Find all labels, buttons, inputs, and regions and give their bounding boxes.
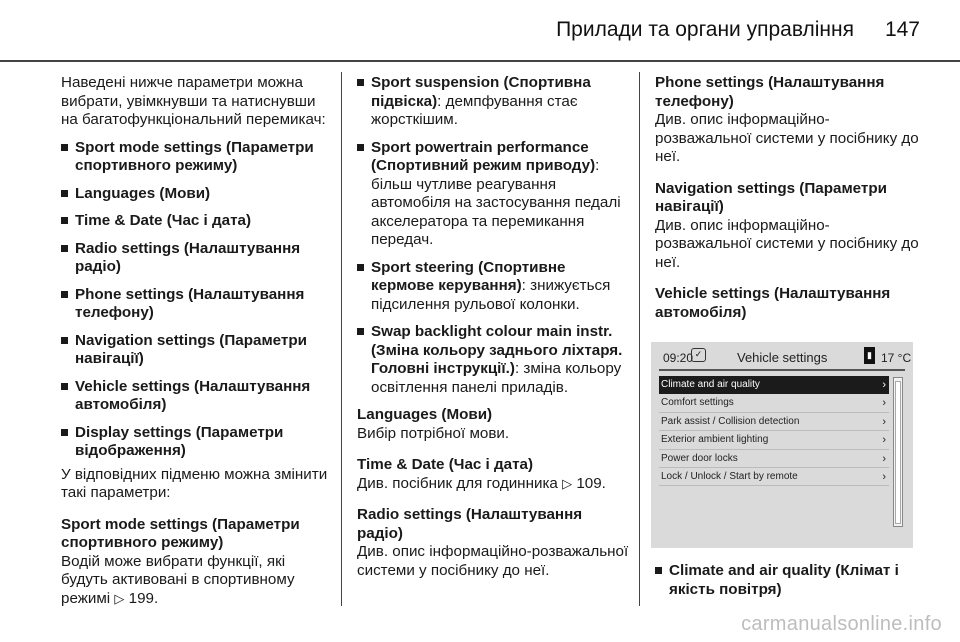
- submenu-text: У відповідних підменю можна змінити такі параметри:: [61, 465, 328, 501]
- list-item: Languages (Мови): [61, 185, 336, 204]
- list-item: Sport mode settings (Параметри спортивного режиму): [61, 139, 336, 176]
- list-item: Sport suspension (Спортивна підвіска): демпфування стає жорсткішим.: [357, 74, 632, 130]
- list-item: Phone settings (Налаштування телефону): [61, 286, 336, 323]
- navigation-settings-heading: Navigation settings (Параметри навігації): [655, 179, 887, 215]
- list-item: Swap backlight colour main instr. (Зміна кольору заднього ліхтаря. Головні інструкції.): зміна кольору освітлення панелі приладів.: [357, 323, 632, 397]
- screen-header-divider: [659, 369, 905, 371]
- column-right: [655, 74, 925, 608]
- page-title: Прилади та органи управління: [556, 18, 854, 41]
- screen-menu-item: Climate and air quality ›: [659, 376, 889, 394]
- phone-settings-heading: Phone settings (Налаштування телефону): [655, 74, 885, 110]
- phone-icon: ▮: [864, 347, 875, 364]
- chevron-right-icon: ›: [882, 397, 886, 410]
- column-left: [61, 74, 336, 608]
- page-ref-icon: ▷: [114, 590, 125, 606]
- screen-time: 09:20: [663, 351, 694, 365]
- list-item: Time & Date (Час і дата): [61, 212, 336, 231]
- vehicle-settings-list: [655, 562, 925, 599]
- screen-menu-item: Exterior ambient lighting ›: [659, 431, 889, 449]
- list-item: Navigation settings (Параметри навігації): [61, 332, 336, 369]
- list-item: Sport steering (Спортивне кермове керування): знижується підсилення рульової колонки.: [357, 259, 632, 315]
- chevron-right-icon: ›: [882, 415, 886, 428]
- page-header: [0, 0, 960, 62]
- phone-settings-text: Див. опис інформаційно-розважальної системи у посібнику до неї.: [655, 111, 919, 165]
- header-divider: [0, 60, 960, 62]
- clock-icon: ✓: [691, 348, 706, 362]
- screen-title: Vehicle settings: [737, 350, 828, 365]
- chevron-right-icon: ›: [882, 379, 886, 391]
- navigation-settings-text: Див. опис інформаційно-розважальної системи у посібнику до неї.: [655, 216, 919, 271]
- watermark: carmanualsonline.info: [741, 613, 942, 635]
- list-item: Radio settings (Налаштування радіо): [61, 240, 336, 277]
- screen-temperature: 17 °C: [881, 351, 912, 365]
- radio-settings-text: Див. опис інформаційно-розважальної системи у посібнику до неї.: [357, 543, 629, 579]
- column-divider-1: [341, 72, 342, 606]
- screen-menu-item: Power door locks ›: [659, 450, 889, 468]
- languages-text: Вибір потрібної мови.: [357, 424, 510, 442]
- page-ref-icon: ▷: [562, 475, 573, 491]
- screen-menu-item: Comfort settings ›: [659, 394, 889, 412]
- screen-scrollbar-thumb: [895, 381, 901, 524]
- time-date-heading: Time & Date (Час і дата): [357, 456, 534, 473]
- screen-menu-list: [659, 376, 889, 486]
- list-item: Display settings (Параметри відображення): [61, 424, 336, 461]
- list-item: Climate and air quality (Клімат і якість повітря): [655, 562, 925, 599]
- screen-menu-item: Park assist / Collision detection ›: [659, 413, 889, 431]
- chevron-right-icon: ›: [882, 434, 886, 447]
- column-middle: [357, 74, 632, 580]
- page-number: 147: [884, 18, 920, 41]
- screen-menu-item: Lock / Unlock / Start by remote ›: [659, 468, 889, 486]
- list-item: Sport powertrain performance (Спортивний режим приводу): більш чутливе реагування автомобіля на застосування педалі акселератора та перемикання передач.: [357, 139, 632, 250]
- languages-heading: Languages (Мови): [357, 406, 493, 423]
- chevron-right-icon: ›: [882, 470, 886, 483]
- time-date-text: Див. посібник для годинника ▷ 109.: [357, 474, 606, 492]
- settings-list: [61, 139, 336, 461]
- chevron-right-icon: ›: [882, 452, 886, 465]
- vehicle-settings-heading: Vehicle settings (Налаштування автомобіля): [655, 285, 891, 321]
- column-divider-2: [639, 72, 640, 606]
- screen-scrollbar: [893, 377, 903, 527]
- vehicle-settings-screen-image: [651, 342, 913, 548]
- sport-mode-heading: Sport mode settings (Параметри спортивного режиму): [61, 515, 300, 551]
- sport-mode-text: Водій може вибрати функції, які будуть активовані в спортивному режимі ▷ 199.: [61, 552, 295, 607]
- list-item: Vehicle settings (Налаштування автомобіля): [61, 378, 336, 415]
- sport-options-list: [357, 74, 632, 397]
- radio-settings-heading: Radio settings (Налаштування радіо): [357, 506, 583, 542]
- intro-text: Наведені нижче параметри можна вибрати, увімкнувши та натиснувши на багатофункціональний перемикач:: [61, 74, 326, 128]
